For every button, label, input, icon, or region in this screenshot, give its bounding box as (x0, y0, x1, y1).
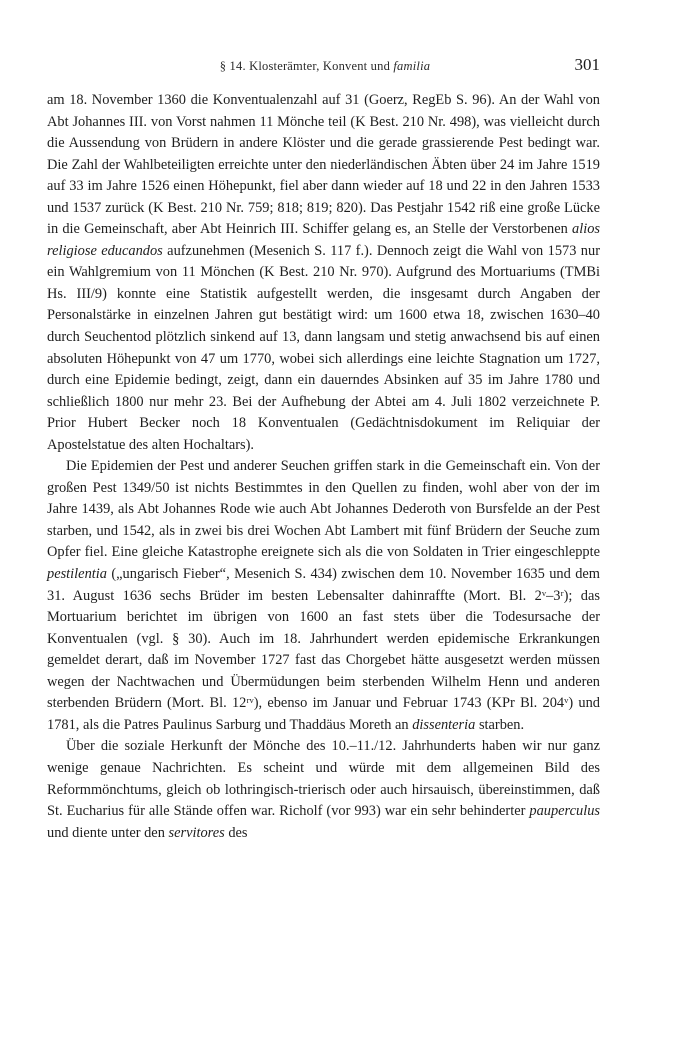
running-title (50, 59, 600, 74)
paragraph-text: starben. (475, 716, 525, 733)
paragraph-text: des (224, 824, 248, 841)
section-title: § 14. Klosterämter, Konvent und (219, 59, 391, 73)
paragraph-text: („ungarisch Fieber“, Mesenich S. 434) zwischen dem 10. November 1635 und dem 31. August 1636 sechs Brüder im besten Lebensalter dahinraffte (Mort. Bl. 2ᵛ–3ʳ); das Mortuarium berichtet im übrigen von 1600 an fast stets über die Todesursache der Konventualen (vgl. § 30). Auch im 18. Jahrhundert werden epidemische Erkrankungen gemeldet derart, daß im November 1727 fast das Chorgebet hätte ausgesetzt werden müssen wegen der Nachtwachen und Übermüdungen beim sterbenden Wilhelm Henn und anderen sterbenden Brüdern (Mort. Bl. 12ʳᵛ), ebenso im Januar und Februar 1743 (KPr Bl. 204ᵛ) und 1781, als die Patres Paulinus Sarburg und Thaddäus Moreth an (47, 566, 600, 733)
latin-term: pauperculus (529, 803, 600, 820)
latin-term: servitores (168, 824, 225, 841)
paragraph-text: Die Epidemien der Pest und anderer Seuchen griffen stark in die Gemeinschaft ein. Von der großen Pest 1349/50 ist nichts Bestimmtes in den Quellen zu finden, wohl aber von der im Jahre 1439, als Abt Johannes Rode wie auch Abt Johannes Dederoth von Bursfelde an der Pest starben, und 1542, als in zwei bis drei Wochen Abt Lambert mit fünf Brüdern der Seuche zum Opfer fiel. Eine gleiche Katastrophe ereignete sich als die von Soldaten in Trier eingeschleppte (47, 458, 600, 561)
paragraph-3 (47, 736, 600, 844)
paragraph-text: am 18. November 1360 die Konventualenzahl auf 31 (Goerz, RegEb S. 96). An der Wahl von Abt Johannes III. von Vorst nahmen 11 Mönche teil (K Best. 210 Nr. 498), was vielleicht durch die Aussendung von Brüdern in andere Klöster und die gerade grassierende Pest bedingt war. Die Zahl der Wahlbeteiligten erreichte unter den niederländischen Äbten über 24 im Jahre 1519 auf 33 im Jahre 1526 einen Höhepunkt, fiel aber dann wieder auf 18 und 22 in den Jahren 1533 und 1537 zurück (K Best. 210 Nr. 759; 818; 819; 820). Das Pestjahr 1542 riß eine große Lücke in die Gemeinschaft, aber Abt Heinrich III. Schiffer gelang es, an Stelle der Verstorbenen (47, 92, 600, 238)
paragraph-text: aufzunehmen (Mesenich S. 117 f.). Dennoch zeigt die Wahl von 1573 nur ein Wahlgremium von 11 Mönchen (K Best. 210 Nr. 970). Aufgrund des Mortuariums (TMBi Hs. III/9) konnte eine Statistik aufgestellt werden, die insgesamt durch Angaben der Personalstärke in einzelnen Jahren gut bestätigt wird: um 1600 etwa 18, zwischen 1630–40 durch Seuchentod plötzlich sinkend auf 13, dann langsam und stetig anwachsend bis auf einen absoluten Höhepunkt von 47 um 1770, wobei sich allerdings eine leichte Stagnation um 1727, durch eine Epidemie bedingt, zeigt, dann ein dauerndes Absinken auf 35 im Jahre 1780 und schließlich 1800 nur mehr 23. Bei der Aufhebung der Abtei am 4. Juli 1802 verzeichnete P. Prior Hubert Becker noch 18 Konventualen (Gedächtnisdokument im Reliquiar der Apostelstatue des alten Hochaltars). (47, 242, 600, 453)
paragraph-text: Über die soziale Herkunft der Mönche des 10.–11./12. Jahrhunderts haben wir nur ganz wenige genaue Nachrichten. Es scheint und würde mit dem allgemeinen Bild des Reformmönchtums, gleich ob lothringisch-trierisch oder auch hirsauisch, übereinstimmen, daß St. Eucharius für alle Stände offen war. Richolf (vor 993) war ein sehr behinderter (47, 738, 600, 820)
running-header (50, 55, 600, 77)
latin-term: dissenteria (412, 716, 476, 733)
latin-phrase: alios religiose educandos (47, 221, 600, 259)
latin-term: pestilentia (47, 566, 107, 583)
page-number: 301 (574, 55, 600, 74)
paragraph-text: und diente unter den (47, 824, 169, 841)
body-text (47, 90, 600, 844)
paragraph-1 (47, 90, 600, 456)
section-title-italic: familia (393, 59, 431, 73)
paragraph-2 (47, 456, 600, 736)
